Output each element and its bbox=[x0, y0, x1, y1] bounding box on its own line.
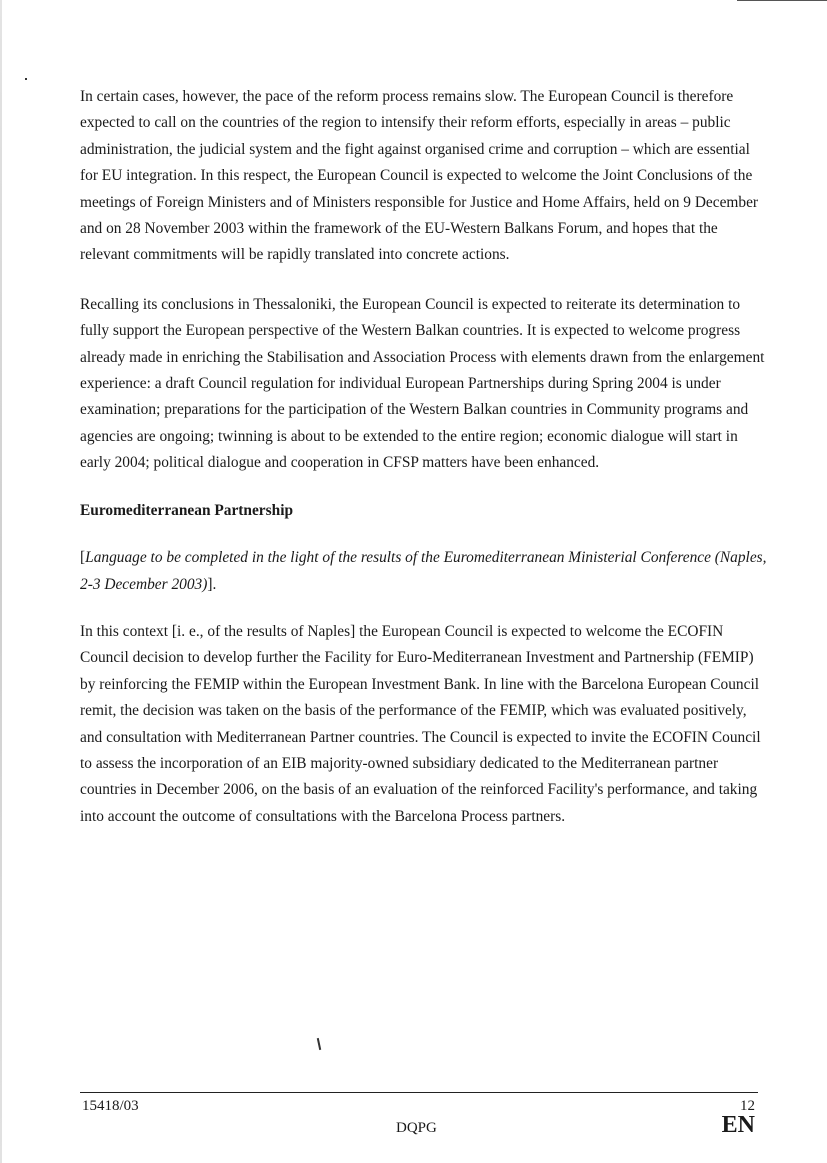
scan-edge-top bbox=[737, 0, 827, 1]
unit-code: DQPG bbox=[396, 1120, 437, 1136]
scan-speck bbox=[317, 1038, 321, 1050]
bracket-close: ]. bbox=[207, 575, 217, 593]
scan-speck bbox=[25, 78, 27, 80]
footer-rule bbox=[80, 1092, 758, 1093]
document-number: 15418/03 bbox=[82, 1098, 139, 1114]
language-code: EN bbox=[721, 1112, 755, 1138]
section-heading: Euromediterranean Partnership bbox=[80, 501, 294, 519]
bracket-note-text: Language to be completed in the light of the results of the Euromediterranean Ministerial Conference (Naples, 2-3 December 2003) bbox=[80, 549, 767, 593]
page-number: 12 bbox=[740, 1098, 755, 1114]
paragraph-reform-process: In certain cases, however, the pace of the reform process remains slow. The European Council is therefore expected to call on the countries of the region to intensify their reform efforts, especially in areas – public administration, the judicial system and the fight against organised crime and corruption – which are essential for EU integration. In this respect, the European Council is expected to welcome the Joint Conclusions of the meetings of Foreign Ministers and of Ministers responsible for Justice and Home Affairs, held on 9 December and on 28 November 2003 within the framework of the EU-Western Balkans Forum, and hopes that the relevant commitments will be rapidly translated into concrete actions. bbox=[80, 88, 759, 264]
bracket-note bbox=[80, 545, 770, 598]
paragraph-naples-context: In this context [i. e., of the results of Naples] the European Council is expected to welcome the ECOFIN Council decision to develop further the Facility for Euro-Mediterranean Investment and Partnership (FEMIP) by reinforcing the FEMIP within the European Investment Bank. In line with the Barcelona European Council remit, the decision was taken on the basis of the performance of the FEMIP, which was evaluated positively, and consultation with Mediterranean Partner countries. The Council is expected to invite the ECOFIN Council to assess the incorporation of an EIB majority-owned subsidiary dedicated to the Mediterranean partner countries in December 2006, on the basis of an evaluation of the reinforced Facility's performance, and taking into account the outcome of consultations with the Barcelona Process partners. bbox=[80, 622, 761, 825]
paragraph-thessaloniki: Recalling its conclusions in Thessaloniki, the European Council is expected to reiterate its determination to fully support the European perspective of the Western Balkan countries. It is expected to welcome progress already made in enriching the Stabilisation and Association Process with elements drawn from the enlargement experience: a draft Council regulation for individual European Partnerships during Spring 2004 is under examination; preparations for the participation of the Western Balkan countries in Community programs and agencies are ongoing; twinning is about to be extended to the entire region; economic dialogue will start in early 2004; political dialogue and cooperation in CFSP matters have been enhanced. bbox=[80, 295, 765, 472]
document-body bbox=[80, 84, 770, 830]
scan-edge-left bbox=[0, 0, 2, 1163]
bracket-open: [ bbox=[80, 549, 86, 567]
